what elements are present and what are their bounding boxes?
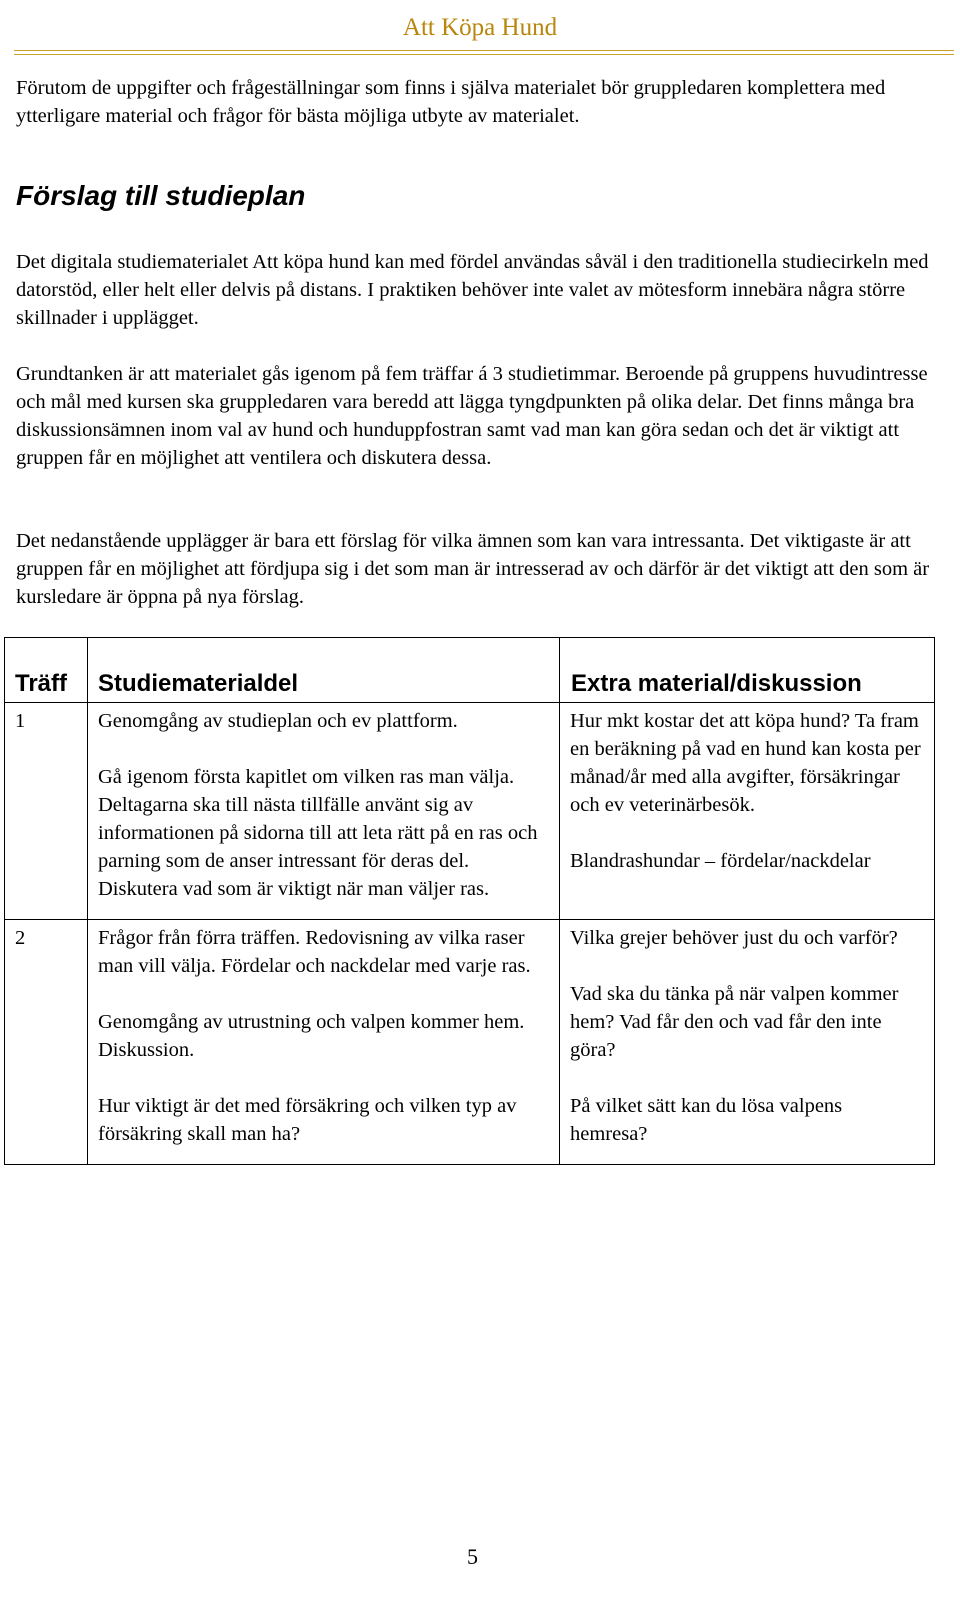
table-row xyxy=(5,703,935,920)
study-part-cell xyxy=(88,703,560,920)
extra-text: Vilka grejer behöver just du och varför? xyxy=(570,927,898,949)
study-text: Genomgång av studieplan och ev plattform. xyxy=(98,710,458,732)
column-header-extra: Extra material/diskussion xyxy=(560,638,935,703)
extra-text: På vilket sätt kan du lösa valpens hemresa? xyxy=(570,1095,843,1145)
table-row xyxy=(5,920,935,1165)
extra-text: Hur mkt kostar det att köpa hund? Ta fram en beräkning på vad en hund kan kosta per månad/år med alla avgifter, försäkringar och ev veterinärbesök. xyxy=(570,710,921,816)
session-number: 2 xyxy=(5,920,88,1165)
extra-text: Vad ska du tänka på när valpen kommer hem? Vad får den och vad får den inte göra? xyxy=(570,983,899,1061)
page-number: 5 xyxy=(467,1544,478,1569)
session-number: 1 xyxy=(5,703,88,920)
extra-text: Blandrashundar – fördelar/nackdelar xyxy=(570,850,871,872)
study-text: Hur viktigt är det med försäkring och vilken typ av försäkring skall man ha? xyxy=(98,1095,517,1145)
study-text: Gå igenom första kapitlet om vilken ras man välja. Deltagarna ska till nästa tillfälle använt sig av informationen på sidorna till att leta rätt på en ras och parning som de anser intressant för deras del. Diskutera vad som är viktigt när man väljer ras. xyxy=(98,766,538,900)
study-plan-table xyxy=(4,637,935,1165)
header-divider xyxy=(14,50,954,55)
column-header-session: Träff xyxy=(5,638,88,703)
study-text: Frågor från förra träffen. Redovisning av vilka raser man vill välja. Fördelar och nackdelar med varje ras. xyxy=(98,927,531,977)
section-heading: Förslag till studieplan xyxy=(16,180,306,211)
extra-cell xyxy=(560,703,935,920)
extra-cell xyxy=(560,920,935,1165)
paragraph-digital-material: Det digitala studiematerialet Att köpa hund kan med fördel användas såväl i den traditionella studiecirkeln med datorstöd, eller helt eller delvis på distans. I praktiken behöver inte valet av mötesform innebära några större skillnader i upplägget. xyxy=(16,251,929,329)
study-text: Genomgång av utrustning och valpen kommer hem. Diskussion. xyxy=(98,1011,525,1061)
page-header-title: Att Köpa Hund xyxy=(402,14,558,41)
column-header-study-part: Studiematerialdel xyxy=(88,638,560,703)
study-part-cell xyxy=(88,920,560,1165)
intro-paragraph: Förutom de uppgifter och frågeställningar som finns i själva materialet bör gruppledaren komplettera med ytterligare material och frågor för bästa möjliga utbyte av materialet. xyxy=(16,77,886,127)
paragraph-proposal: Det nedanstående upplägger är bara ett förslag för vilka ämnen som kan vara intressanta. Det viktigaste är att gruppen får en möjlighet att fördjupa sig i det som man är intresserad av och därför är det viktigt att den som är kursledare är öppna på nya förslag. xyxy=(16,530,930,608)
table-header-row xyxy=(5,638,935,703)
paragraph-basic-idea: Grundtanken är att materialet gås igenom på fem träffar á 3 studietimmar. Beroende på gruppens huvudintresse och mål med kursen ska gruppledaren vara beredd att lägga tyngdpunkten på olika delar. Det finns många bra diskussionsämnen inom val av hund och hunduppfostran samt vad man kan göra sedan och det är viktigt att gruppen får en möjlighet att ventilera och diskutera dessa. xyxy=(16,363,928,469)
